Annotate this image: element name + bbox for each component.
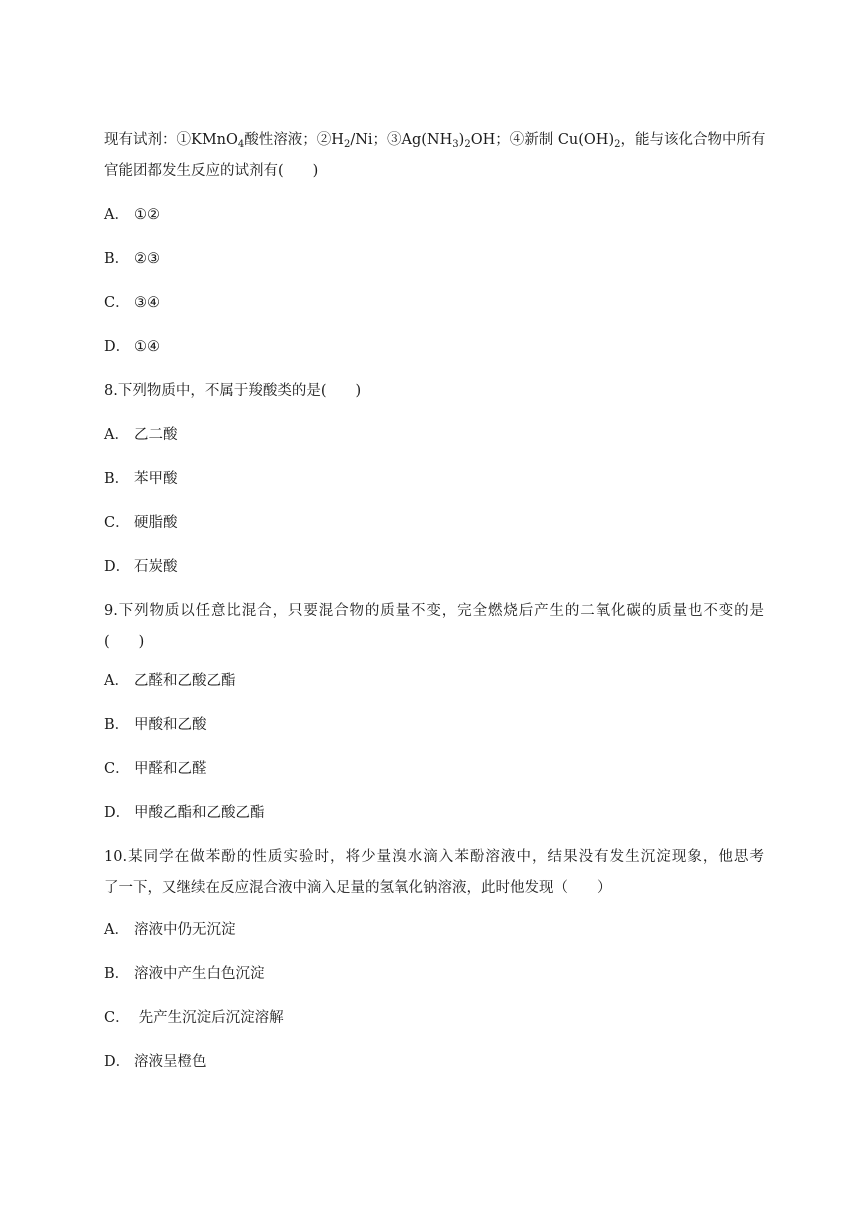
option-letter: C． bbox=[104, 1010, 130, 1026]
question-7-stem-line-2: 官能团都发生反应的试剂有( ) bbox=[104, 163, 319, 179]
question-8-option-b bbox=[104, 469, 764, 489]
option-letter: B． bbox=[104, 471, 130, 487]
option-letter: D． bbox=[104, 805, 131, 821]
question-7-option-a bbox=[104, 205, 764, 225]
option-text: 甲酸和乙酸 bbox=[134, 717, 207, 733]
question-10-stem-line-1: 10.某同学在做苯酚的性质实验时，将少量溴水滴入苯酚溶液中，结果没有发生沉淀现象，他思考 bbox=[104, 849, 764, 865]
option-text: 溶液中仍无沉淀 bbox=[134, 922, 236, 938]
option-letter: C． bbox=[104, 761, 130, 777]
question-8-option-a bbox=[104, 425, 764, 445]
question-10-option-b bbox=[104, 964, 764, 984]
question-7-option-c bbox=[104, 293, 764, 313]
option-letter: D． bbox=[104, 339, 131, 355]
option-letter: A． bbox=[104, 922, 129, 938]
question-9-option-b bbox=[104, 715, 764, 735]
option-letter: D． bbox=[104, 1054, 131, 1070]
option-letter: B． bbox=[104, 966, 130, 982]
option-text: ③④ bbox=[134, 295, 160, 311]
question-7-option-d bbox=[104, 337, 764, 357]
question-10-option-d bbox=[104, 1052, 764, 1072]
option-text: ①② bbox=[134, 207, 160, 223]
option-text: 苯甲酸 bbox=[134, 471, 178, 487]
question-9-option-d bbox=[104, 803, 764, 823]
question-9-stem-line-2: ( ) bbox=[104, 634, 145, 650]
question-9-option-a bbox=[104, 671, 764, 691]
option-text: 石炭酸 bbox=[134, 559, 178, 575]
option-letter: C． bbox=[104, 515, 130, 531]
option-letter: A． bbox=[104, 673, 129, 689]
option-text: 乙二酸 bbox=[134, 427, 178, 443]
option-text: 溶液中产生白色沉淀 bbox=[134, 966, 265, 982]
option-letter: A． bbox=[104, 207, 129, 223]
option-letter: C． bbox=[104, 295, 130, 311]
option-text: ②③ bbox=[134, 251, 160, 267]
question-8-option-c bbox=[104, 513, 764, 533]
option-letter: A． bbox=[104, 427, 129, 443]
option-text: 乙醛和乙酸乙酯 bbox=[134, 673, 236, 689]
question-10-stem-line-2: 了一下，又继续在反应混合液中滴入足量的氢氧化钠溶液，此时他发现（ ） bbox=[104, 880, 612, 896]
question-9-stem-line-1: 9.下列物质以任意比混合，只要混合物的质量不变，完全燃烧后产生的二氧化碳的质量也不变的是 bbox=[104, 603, 764, 619]
question-10-option-c bbox=[104, 1008, 764, 1028]
option-text: 甲醛和乙醛 bbox=[134, 761, 207, 777]
question-8-option-d bbox=[104, 557, 764, 577]
question-8-stem: 8.下列物质中，不属于羧酸类的是( ) bbox=[104, 383, 362, 399]
question-10-option-a bbox=[104, 920, 764, 940]
option-text: 硬脂酸 bbox=[134, 515, 178, 531]
option-letter: B． bbox=[104, 717, 130, 733]
option-text: ①④ bbox=[134, 339, 160, 355]
question-7-option-b bbox=[104, 249, 764, 269]
option-text: 甲酸乙酯和乙酸乙酯 bbox=[134, 805, 265, 821]
option-letter: B． bbox=[104, 251, 130, 267]
option-letter: D． bbox=[104, 559, 131, 575]
option-text: 先产生沉淀后沉淀溶解 bbox=[134, 1010, 284, 1026]
question-9-option-c bbox=[104, 759, 764, 779]
option-text: 溶液呈橙色 bbox=[134, 1054, 207, 1070]
question-7-stem-line-1: 现有试剂：①KMnO$_4$酸性溶液；$②H_2/Ni$；$③Ag(NH_3)_2OH$；④新制 $Cu(OH)_2$，能与该化合物中所有 bbox=[104, 132, 766, 150]
